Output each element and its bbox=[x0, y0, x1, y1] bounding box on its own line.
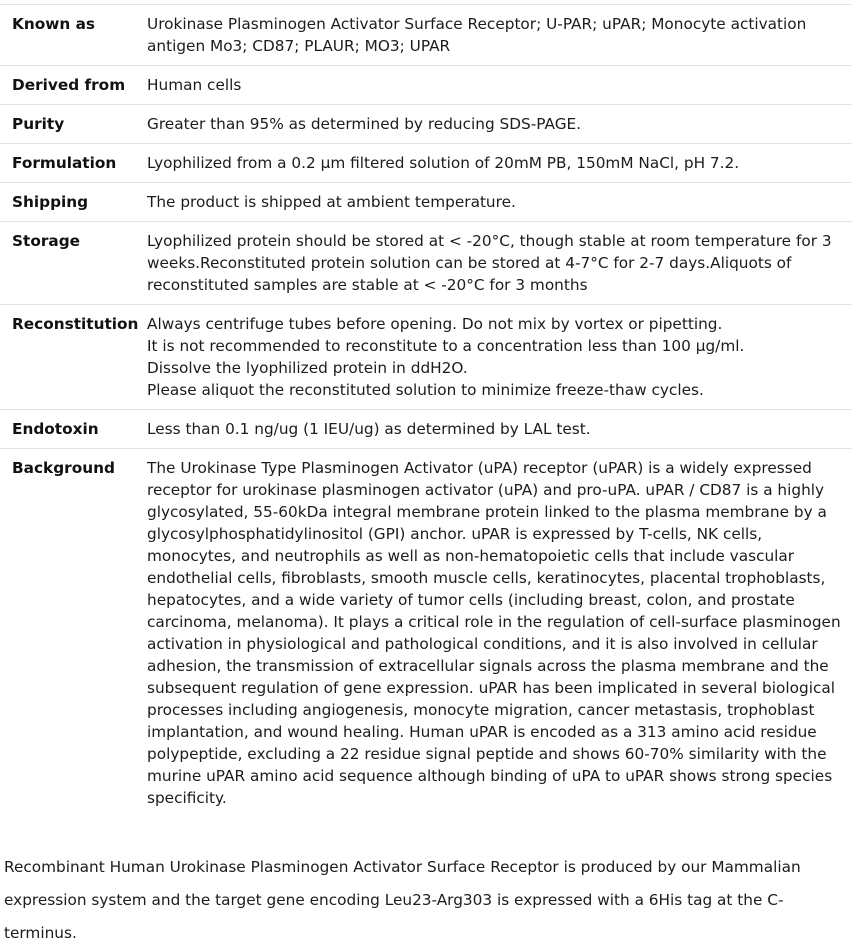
spec-value-line: Dissolve the lyophilized protein in ddH2O. bbox=[147, 359, 468, 377]
spec-row-endotoxin bbox=[0, 410, 852, 449]
spec-key: Background bbox=[12, 459, 115, 477]
expression-system-note: Recombinant Human Urokinase Plasminogen Activator Surface Receptor is produced by our Mammalian expression system and the target gene encoding Leu23-Arg303 is expressed with a 6His tag at the C-terminus. bbox=[4, 858, 801, 943]
spec-row-derived-from bbox=[0, 66, 852, 105]
spec-value bbox=[135, 183, 852, 222]
spec-value bbox=[135, 66, 852, 105]
spec-value bbox=[135, 305, 852, 410]
spec-row-purity bbox=[0, 105, 852, 144]
spec-value-line: Always centrifuge tubes before opening. Do not mix by vortex or pipetting. bbox=[147, 315, 723, 333]
spec-row-reconstitution bbox=[0, 305, 852, 410]
spec-key: Endotoxin bbox=[0, 410, 135, 449]
spec-value-line: Less than 0.1 ng/ug (1 IEU/ug) as determined by LAL test. bbox=[147, 420, 591, 438]
spec-value bbox=[135, 105, 852, 144]
spec-value bbox=[135, 222, 852, 305]
spec-value-line: Greater than 95% as determined by reducing SDS-PAGE. bbox=[147, 115, 582, 133]
spec-value-line: Urokinase Plasminogen Activator Surface Receptor; U-PAR; uPAR; Monocyte activation antigen Mo3; CD87; PLAUR; MO3; UPAR bbox=[147, 15, 807, 55]
spec-value bbox=[135, 5, 852, 66]
spec-key: Storage bbox=[0, 222, 135, 305]
spec-key: Shipping bbox=[0, 183, 135, 222]
spec-key: Derived from bbox=[0, 66, 135, 105]
spec-value-line: It is not recommended to reconstitute to a concentration less than 100 μg/ml. bbox=[147, 337, 745, 355]
spec-row-storage bbox=[0, 222, 852, 305]
spec-value bbox=[135, 410, 852, 449]
spec-key: Reconstitution bbox=[0, 305, 135, 410]
spec-value-line: Please aliquot the reconstituted solution to minimize freeze-thaw cycles. bbox=[147, 381, 704, 399]
spec-row-shipping bbox=[0, 183, 852, 222]
spec-row-background bbox=[0, 449, 852, 818]
spec-value bbox=[135, 144, 852, 183]
spec-row-known-as bbox=[0, 5, 852, 66]
spec-value-line: Lyophilized from a 0.2 μm filtered solution of 20mM PB, 150mM NaCl, pH 7.2. bbox=[147, 154, 740, 172]
spec-value-line: The product is shipped at ambient temperature. bbox=[147, 193, 516, 211]
spec-key: Known as bbox=[0, 5, 135, 66]
spec-key: Purity bbox=[0, 105, 135, 144]
spec-value bbox=[135, 449, 852, 818]
spec-value-line: Lyophilized protein should be stored at < -20°C, though stable at room temperature for 3 weeks.Reconstituted protein solution can be stored at 4-7°C for 2-7 days.Aliquots of reconstituted samples are stable at < -20°C for 3 months bbox=[147, 232, 832, 294]
spec-value-line: Human cells bbox=[147, 76, 242, 94]
spec-key: Formulation bbox=[0, 144, 135, 183]
spec-row-formulation bbox=[0, 144, 852, 183]
spec-value-line: The Urokinase Type Plasminogen Activator (uPA) receptor (uPAR) is a widely expressed receptor for urokinase plasminogen activator (uPA) and pro-uPA. uPAR / CD87 is a highly glycosylated, 55-60kDa integral membrane protein linked to the plasma membrane by a glycosylphosphatidylinositol (GPI) anchor. uPAR is expressed by T-cells, NK cells, monocytes, and neutrophils as well as non-hematopoietic cells that include vascular endothelial cells, fibroblasts, smooth muscle cells, keratinocytes, placental trophoblasts, hepatocytes, and a wide variety of tumor cells (including breast, colon, and prostate carcinoma, melanoma). It plays a critical role in the regulation of cell-surface plasminogen activation in physiological and pathological conditions, and it is also involved in cellular adhesion, the transmission of extracellular signals across the plasma membrane and the subsequent regulation of gene expression. uPAR has been implicated in several biological processes including angiogenesis, monocyte migration, cancer metastasis, trophoblast implantation, and wound healing. Human uPAR is encoded as a 313 amino acid residue polypeptide, excluding a 22 residue signal peptide and shows 60-70% similarity with the murine uPAR amino acid sequence although binding of uPA to uPAR shows strong species specificity. bbox=[147, 459, 841, 807]
product-spec-table bbox=[0, 4, 852, 817]
